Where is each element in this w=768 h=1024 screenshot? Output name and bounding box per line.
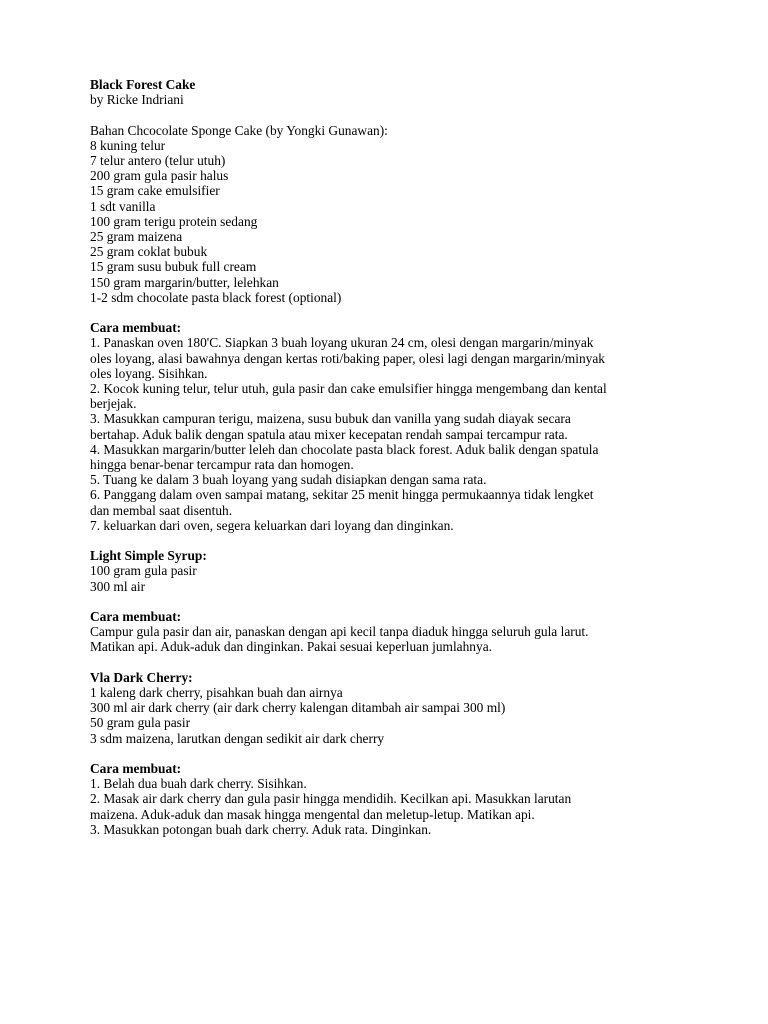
ingredient-line: 200 gram gula pasir halus xyxy=(90,168,229,184)
spacer xyxy=(90,107,690,122)
spacer xyxy=(90,594,690,609)
method-line: 2. Kocok kuning telur, telur utuh, gula pasir dan cake emulsifier hingga mengembang dan kental xyxy=(90,381,607,397)
ingredient-line: 1 sdt vanilla xyxy=(90,198,156,214)
vla-method-text xyxy=(90,776,690,837)
method-line: maizena. Aduk-aduk dan masak hingga mengental dan meletup-letup. Matikan api. xyxy=(90,806,535,822)
spacer xyxy=(90,533,690,548)
method-line: 6. Panggang dalam oven sampai matang, sekitar 25 menit hingga permukaannya tidak lengket xyxy=(90,487,594,503)
sponge-method-heading: Cara membuat: xyxy=(90,320,182,336)
ingredient-line: 8 kuning telur xyxy=(90,137,166,153)
syrup-heading: Light Simple Syrup: xyxy=(90,548,207,564)
method-line: 1. Panaskan oven 180'C. Siapkan 3 buah loyang ukuran 24 cm, olesi dengan margarin/minyak xyxy=(90,335,594,351)
ingredient-line: 300 ml air dark cherry (air dark cherry kalengan ditambah air sampai 300 ml) xyxy=(90,700,506,716)
method-line: 4. Masukkan margarin/butter leleh dan chocolate pasta black forest. Aduk balik dengan spatula xyxy=(90,441,599,457)
vla-heading: Vla Dark Cherry: xyxy=(90,669,193,685)
sponge-method-text xyxy=(90,335,690,533)
ingredient-line: 100 gram terigu protein sedang xyxy=(90,213,258,229)
method-line: dan membal saat disentuh. xyxy=(90,502,233,518)
sponge-heading: Bahan Chcocolate Sponge Cake (by Yongki Gunawan): xyxy=(90,122,388,138)
method-line: Matikan api. Aduk-aduk dan dinginkan. Pakai sesuai keperluan jumlahnya. xyxy=(90,639,492,655)
ingredient-line: 7 telur antero (telur utuh) xyxy=(90,153,226,168)
ingredient-line: 25 gram coklat bubuk xyxy=(90,244,208,260)
ingredient-line: 1 kaleng dark cherry, pisahkan buah dan airnya xyxy=(90,685,343,701)
ingredient-line: 150 gram margarin/butter, lelehkan xyxy=(90,274,279,290)
method-line: hingga benar-benar tercampur rata dan homogen. xyxy=(90,457,354,473)
ingredient-line: 1-2 sdm chocolate pasta black forest (optional) xyxy=(90,289,342,305)
document-title: Black Forest Cake xyxy=(90,77,196,92)
method-line: 7. keluarkan dari oven, segera keluarkan dari loyang dan dinginkan. xyxy=(90,517,454,533)
ingredient-line: 15 gram susu bubuk full cream xyxy=(90,259,257,275)
ingredient-line: 50 gram gula pasir xyxy=(90,715,191,731)
syrup-ingredient-list xyxy=(90,563,690,593)
method-line: 3. Masukkan campuran terigu, maizena, susu bubuk dan vanilla yang sudah diayak secara xyxy=(90,411,571,427)
vla-ingredient-list xyxy=(90,685,690,746)
method-line: 3. Masukkan potongan buah dark cherry. Aduk rata. Dinginkan. xyxy=(90,821,432,837)
method-line: 5. Tuang ke dalam 3 buah loyang yang sudah disiapkan dengan sama rata. xyxy=(90,472,487,488)
method-line: 1. Belah dua buah dark cherry. Sisihkan. xyxy=(90,776,307,792)
document-author: by Ricke Indriani xyxy=(90,92,184,108)
ingredient-line: 25 gram maizena xyxy=(90,229,183,245)
sponge-ingredient-list xyxy=(90,138,690,305)
method-line: oles loyang, alasi bawahnya dengan kertas roti/baking paper, olesi lagi dengan margarin/minyak xyxy=(90,350,605,366)
ingredient-line: 100 gram gula pasir xyxy=(90,563,197,579)
spacer xyxy=(90,655,690,670)
method-line: Campur gula pasir dan air, panaskan dengan api kecil tanpa diaduk hingga seluruh gula larut. xyxy=(90,624,589,640)
ingredient-line: 3 sdm maizena, larutkan dengan sedikit air dark cherry xyxy=(90,730,385,746)
method-line: bertahap. Aduk balik dengan spatula atau mixer kecepatan rendah sampai tercampur rata. xyxy=(90,426,568,442)
syrup-method-text xyxy=(90,624,690,654)
method-line: berjejak. xyxy=(90,396,137,412)
spacer xyxy=(90,305,690,320)
syrup-method-heading: Cara membuat: xyxy=(90,609,182,625)
ingredient-line: 300 ml air xyxy=(90,578,146,594)
method-line: oles loyang. Sisihkan. xyxy=(90,365,208,381)
ingredient-line: 15 gram cake emulsifier xyxy=(90,183,220,199)
spacer xyxy=(90,746,690,761)
method-line: 2. Masak air dark cherry dan gula pasir hingga mendidih. Kecilkan api. Masukkan larutan xyxy=(90,791,572,807)
recipe-document xyxy=(90,77,690,837)
vla-method-heading: Cara membuat: xyxy=(90,761,182,777)
